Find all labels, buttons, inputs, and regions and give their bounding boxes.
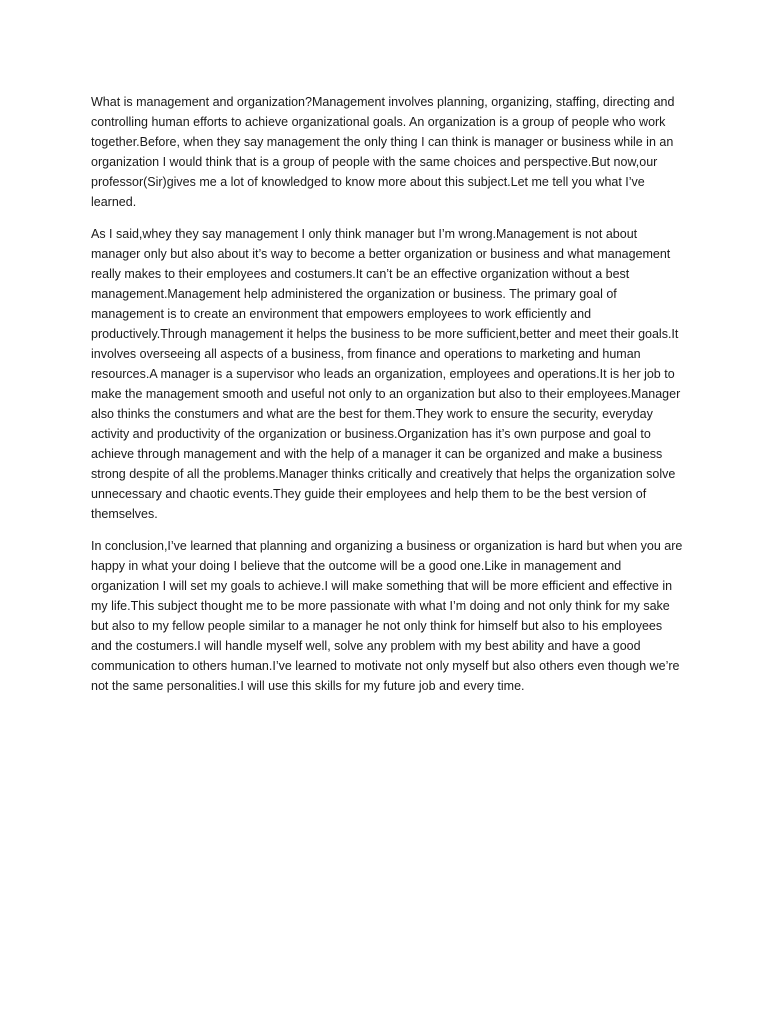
paragraph-intro: What is management and organization?Management involves planning, organizing, staffing, directing and controlling human efforts to achieve organizational goals. An organization is a group of people who work together.Before, when they say management the only thing I can think is manager or business while in an organization I would think that is a group of people with the same choices and perspective.But now,our professor(Sir)gives me a lot of knowledged to know more about this subject.Let me tell you what I’ve learned. [91,95,675,209]
document-body [91,92,683,696]
paragraph-conclusion: In conclusion,I’ve learned that planning and organizing a business or organization is hard but when you are happy in what your doing I believe that the outcome will be a good one.Like in management and organization I will set my goals to achieve.I will make something that will be more efficient and effective in my life.This subject thought me to be more passionate with what I’m doing and not only think for my sake but also to my fellow people similar to a manager he not only think for himself but also to his employees and the costumers.I will handle myself well, solve any problem with my best ability and have a good communication to others human.I’ve learned to motivate not only myself but also others even though we’re not the same personalities.I will use this skills for my future job and every time. [91,539,683,693]
paragraph-body: As I said,whey they say management I only think manager but I’m wrong.Management is not about manager only but also about it’s way to become a better organization or business and what management really makes to their employees and costumers.It can’t be an effective organization without a best management.Management help administered the organization or business. The primary goal of management is to create an environment that empowers employees to work efficiently and productively.Through management it helps the business to be more sufficient,better and meet their goals.It involves overseeing all aspects of a business, from finance and operations to marketing and human resources.A manager is a supervisor who leads an organization, employees and operations.It is her job to make the management smooth and useful not only to an organization but also to their employees.Manager also thinks the constumers and what are the best for them.They work to ensure the security, everyday activity and productivity of the organization or business.Organization has it’s own purpose and goal to achieve through management and with the help of a manager it can be organized and make a business strong despite of all the problems.Manager thinks critically and creatively that helps the organization solve unnecessary and chaotic events.They guide their employees and help them to be the best version of themselves. [91,227,681,521]
